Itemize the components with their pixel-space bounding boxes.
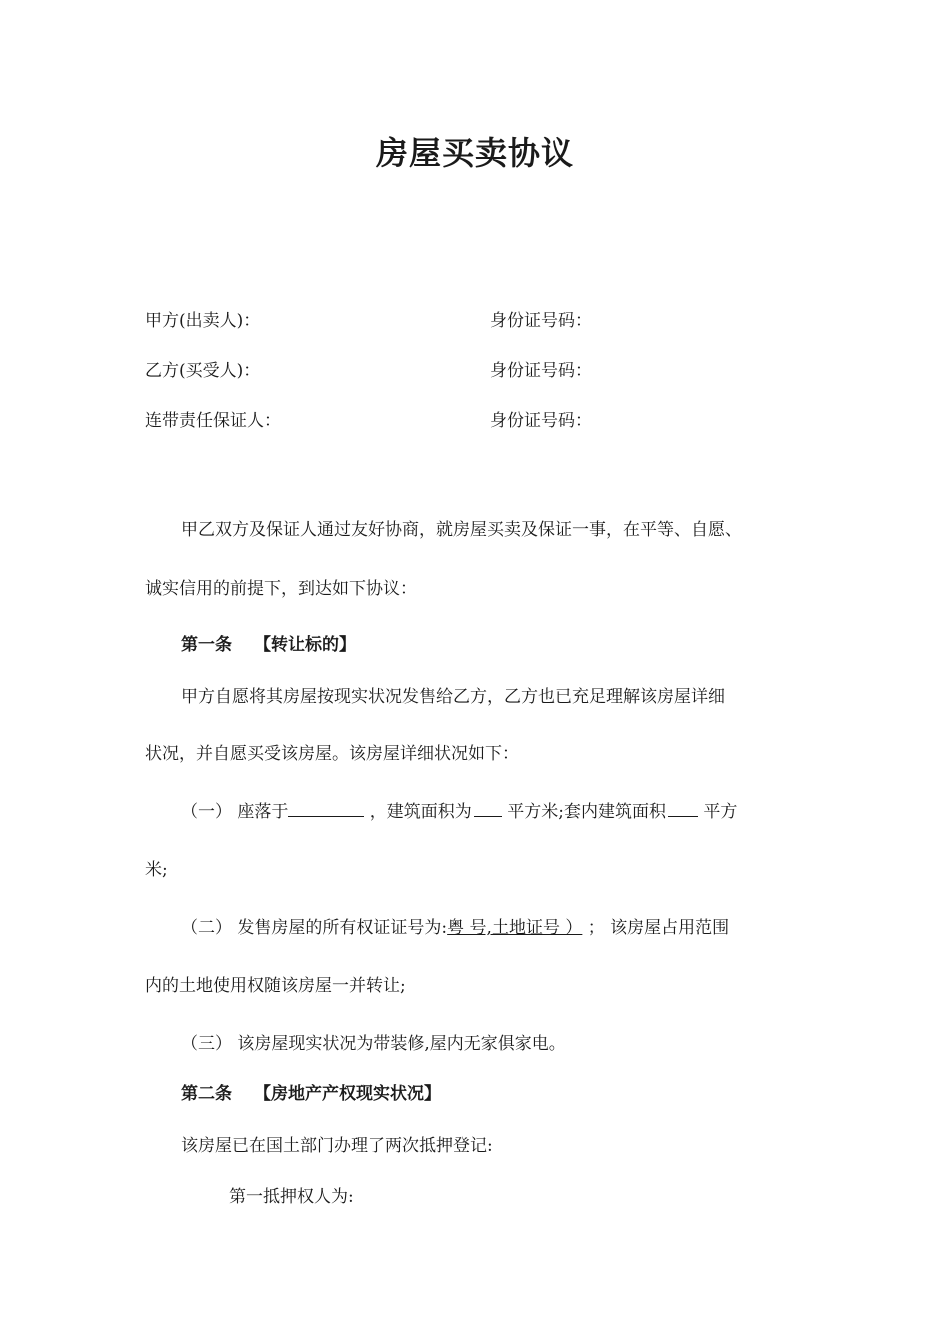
item-1-continuation: 米; [145, 860, 168, 880]
item-3-condition: （三） 该房屋现实状况为带装修,屋内无家俱家电。 [181, 1034, 566, 1054]
intro-line-2: 诚实信用的前提下，到达如下协议： [145, 579, 417, 599]
article-2-heading [181, 1079, 441, 1104]
article-1-para-line-2: 状况，并自愿买受该房屋。该房屋详细状况如下： [145, 744, 519, 764]
article-title: 【房地产产权现实状况】 [254, 1084, 441, 1104]
party-label: 乙方(买受人)： [145, 361, 261, 381]
id-number-label: 身份证号码： [490, 311, 592, 331]
article-2-para: 该房屋已在国土部门办理了两次抵押登记: [181, 1136, 493, 1156]
page-title: 房屋买卖协议 [375, 134, 574, 172]
intro-line-1: 甲乙双方及保证人通过友好协商，就房屋买卖及保证一事，在平等、自愿、 [181, 520, 742, 540]
certificate-number: 粤 号,土地证号 ） [447, 918, 583, 938]
article-2-sub: 第一抵押权人为: [229, 1187, 354, 1207]
item-1-location: （一） 座落于 ，建筑面积为 平方米;套内建筑面积 平方 [181, 797, 737, 822]
inner-area-blank [668, 799, 698, 817]
party-row-guarantor [145, 406, 805, 430]
area-blank [474, 799, 502, 817]
article-1-heading [181, 630, 356, 655]
item-2-continuation: 内的土地使用权随该房屋一并转让; [145, 976, 406, 996]
article-title: 【转让标的】 [254, 635, 356, 655]
item-2-certificate: （二） 发售房屋的所有权证证号为:粤 号,土地证号 ） ； 该房屋占用范围 [181, 918, 730, 938]
party-row-buyer [145, 356, 805, 380]
party-row-seller [145, 306, 805, 330]
article-number: 第二条 [181, 1084, 232, 1104]
id-number-label: 身份证号码： [490, 361, 592, 381]
party-label: 连带责任保证人： [145, 411, 281, 431]
location-blank [288, 799, 364, 817]
article-number: 第一条 [181, 635, 232, 655]
article-1-para-line-1: 甲方自愿将其房屋按现实状况发售给乙方，乙方也已充足理解该房屋详细 [181, 687, 725, 707]
id-number-label: 身份证号码： [490, 411, 592, 431]
party-label: 甲方(出卖人)： [145, 311, 261, 331]
